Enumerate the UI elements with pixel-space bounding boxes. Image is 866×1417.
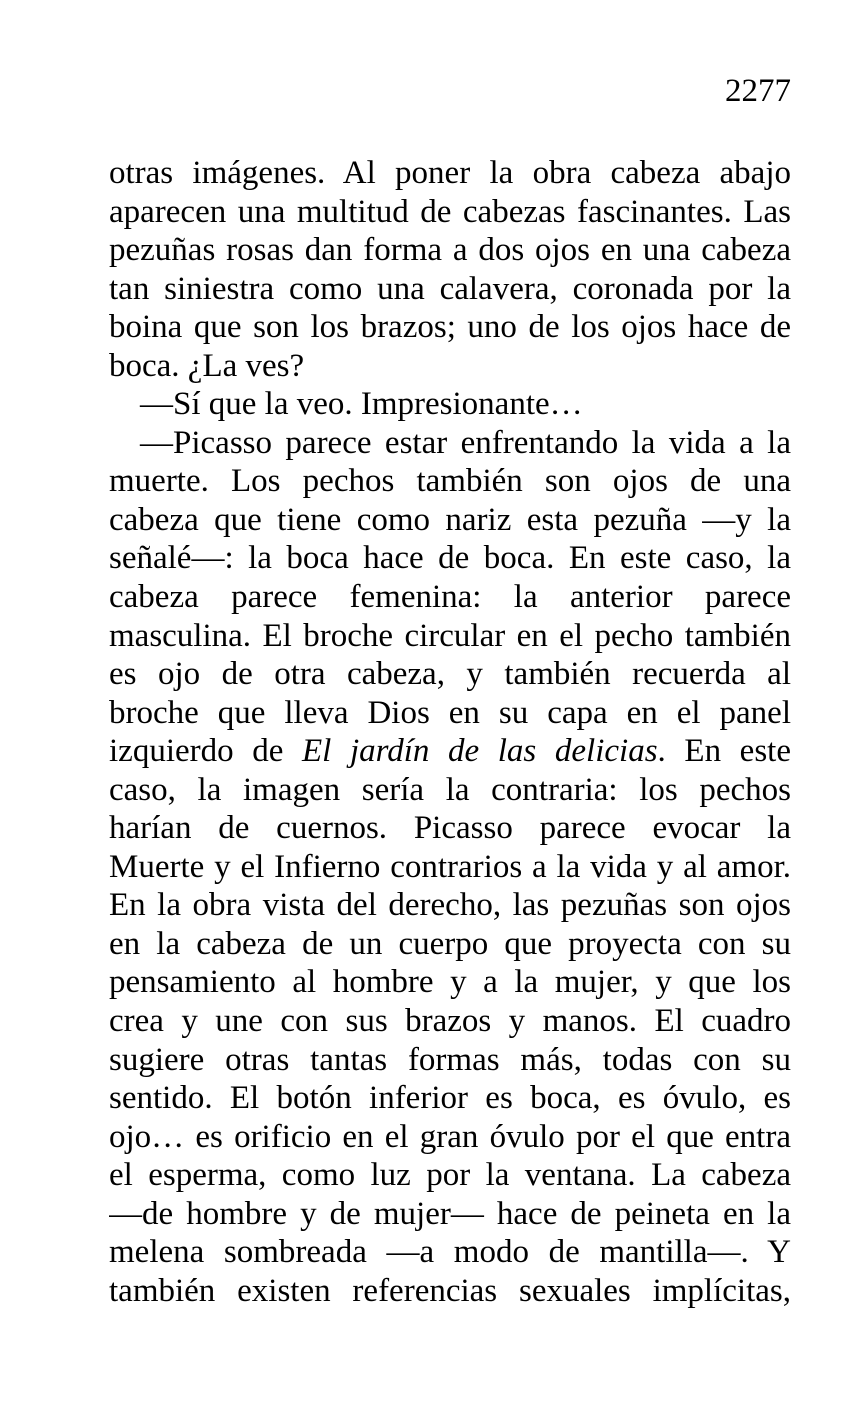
text-line <box>109 732 791 771</box>
text-segment: muerte. Los pechos también son ojos de una <box>109 463 791 500</box>
text-segment: otras imágenes. Al poner la obra cabeza abajo <box>109 155 791 191</box>
text-segment: el esperma, como luz por la ventana. La cabeza <box>109 1157 791 1194</box>
text-line <box>109 1002 791 1041</box>
text-line <box>109 848 791 887</box>
text-line <box>109 617 791 656</box>
text-segment: en la cabeza de un cuerpo que proyecta con su <box>109 925 791 962</box>
text-line <box>109 347 791 386</box>
text-segment: señalé—: la boca hace de boca. En este caso, la <box>109 540 791 577</box>
text-line <box>109 771 791 810</box>
text-line <box>109 385 791 424</box>
text-line <box>109 154 791 193</box>
text-line <box>109 539 791 578</box>
text-line <box>109 1195 791 1234</box>
text-segment: caso, la imagen sería la contraria: los pechos <box>109 771 791 808</box>
text-line <box>109 886 791 925</box>
text-line <box>109 270 791 309</box>
text-segment: —Picasso parece estar enfrentando la vida a la <box>140 424 791 461</box>
text-segment: ojo… es orificio en el gran óvulo por el que entra <box>109 1118 791 1155</box>
text-segment: En la obra vista del derecho, las pezuñas son ojos <box>109 887 791 924</box>
text-segment: . En este <box>657 733 791 770</box>
text-line <box>109 231 791 270</box>
text-segment: Muerte y el Infierno contrarios a la vida y al amor. <box>109 848 791 885</box>
text-segment: es ojo de otra cabeza, y también recuerda al <box>109 656 791 693</box>
text-line <box>109 578 791 617</box>
text-segment: aparecen una multitud de cabezas fascinantes. Las <box>109 193 791 230</box>
text-segment: —de hombre y de mujer— hace de peineta en la <box>109 1195 791 1232</box>
text-line <box>109 1233 791 1272</box>
text-line <box>109 1079 791 1118</box>
text-line <box>109 424 791 463</box>
text-line <box>109 308 791 347</box>
text-line <box>109 1041 791 1080</box>
text-line <box>109 694 791 733</box>
text-segment: boina que son los brazos; uno de los ojos hace de <box>109 309 791 346</box>
text-segment: sentido. El botón inferior es boca, es óvulo, es <box>109 1080 791 1117</box>
text-line <box>109 925 791 964</box>
page-number: 2277 <box>725 73 791 109</box>
text-segment: masculina. El broche circular en el pecho también <box>109 617 791 654</box>
text-segment: melena sombreada —a modo de mantilla—. Y <box>109 1234 791 1271</box>
text-segment: harían de cuernos. Picasso parece evocar la <box>109 810 791 847</box>
text-line <box>109 501 791 540</box>
text-line <box>109 963 791 1002</box>
text-segment: broche que lleva Dios en su capa en el panel <box>109 694 791 731</box>
text-segment: crea y une con sus brazos y manos. El cuadro <box>109 1003 791 1040</box>
text-segment: sugiere otras tantas formas más, todas con su <box>109 1041 791 1078</box>
italic-text-segment: El jardín de las delicias <box>302 733 658 770</box>
text-segment: tan siniestra como una calavera, coronada por la <box>109 270 791 307</box>
text-segment: boca. ¿La ves? <box>109 347 305 384</box>
text-line <box>109 809 791 848</box>
text-segment: cabeza parece femenina: la anterior parece <box>109 579 791 616</box>
text-line <box>109 1156 791 1195</box>
text-segment: también existen referencias sexuales implícitas, <box>109 1272 791 1309</box>
text-line <box>109 462 791 501</box>
text-line <box>109 655 791 694</box>
page-text <box>109 154 791 1310</box>
text-line <box>109 1272 791 1311</box>
text-segment: cabeza que tiene como nariz esta pezuña —y la <box>109 501 791 538</box>
text-segment: izquierdo de <box>109 733 302 770</box>
text-segment: —Sí que la veo. Impresionante… <box>140 386 583 423</box>
text-line <box>109 193 791 232</box>
text-line <box>109 1118 791 1157</box>
text-segment: pezuñas rosas dan forma a dos ojos en una cabeza <box>109 232 791 269</box>
text-segment: pensamiento al hombre y a la mujer, y que los <box>109 964 791 1001</box>
